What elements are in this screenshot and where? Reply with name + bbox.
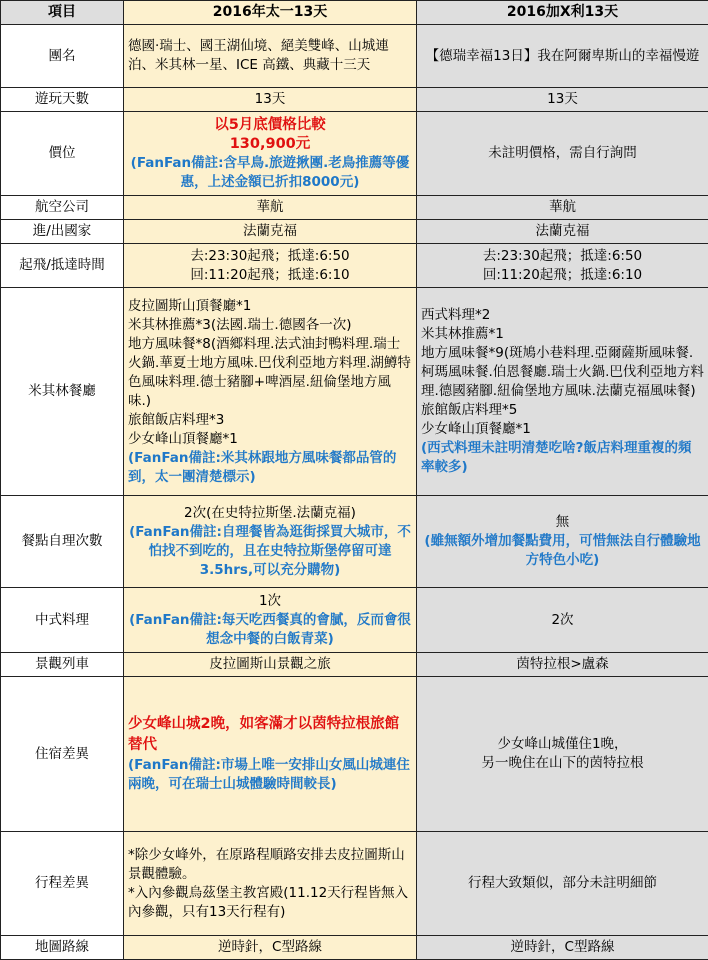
row-airline	[1, 196, 708, 220]
row-itinerary	[1, 832, 708, 936]
michelin-a-note: (FanFan備註:米其林跟地方風味餐都品管的到，太一團清楚標示)	[128, 449, 412, 487]
michelin-a-item: 少女峰山頂餐廳*1	[128, 430, 412, 449]
price-b: 未註明價格，需自行詢問	[417, 112, 708, 196]
label-entry: 進/出國家	[1, 220, 124, 244]
label-itinerary: 行程差異	[1, 832, 124, 936]
header-row	[1, 1, 708, 25]
row-tour-name	[1, 25, 708, 88]
michelin-b-item: 西式料理*2	[421, 306, 704, 325]
row-price	[1, 112, 708, 196]
itinerary-a-line: *除少女峰外，在原路程順路安排去皮拉圖斯山景觀體驗。	[128, 846, 412, 884]
header-item: 項目	[1, 1, 124, 25]
price-fanfan-note: (FanFan備註:含早鳥.旅遊揪團.老鳥推薦等優惠，上述金額已折扣8000元)	[128, 154, 412, 192]
row-self-meals	[1, 496, 708, 588]
flight-out-b: 去:23:30起飛；抵達:6:50	[421, 247, 704, 266]
lodging-a-note: (FanFan備註:市場上唯一安排山女風山城連住兩晚，可在瑞士山城體驗時間較長)	[128, 756, 412, 794]
label-days: 遊玩天數	[1, 88, 124, 112]
lodging-b	[417, 677, 708, 832]
airline-a: 華航	[124, 196, 417, 220]
self-meals-a-count: 2次(在史特拉斯堡.法蘭克福)	[128, 504, 412, 523]
flight-back-a: 回:11:20起飛；抵達:6:10	[128, 266, 412, 285]
chinese-a-note: (FanFan備註:每天吃西餐真的會膩，反而會很想念中餐的白飯青菜)	[128, 611, 412, 649]
header-col-b: 2016加X利13天	[417, 1, 708, 25]
michelin-a-item: 米其林推薦*3(法國.瑞士.德國各一次)	[128, 316, 412, 335]
lodging-a-highlight: 少女峰山城2晚，如客滿才以茵特拉根旅館替代	[128, 714, 412, 756]
price-a	[124, 112, 417, 196]
michelin-b-item: 少女峰山頂餐廳*1	[421, 420, 704, 439]
label-chinese: 中式料理	[1, 588, 124, 653]
row-lodging	[1, 677, 708, 832]
row-route	[1, 936, 708, 960]
self-meals-a-note: (FanFan備註:自理餐皆為逛街採買大城市，不怕找不到吃的，且在史特拉斯堡停留可達3.5hrs,可以充分購物)	[128, 523, 412, 580]
michelin-a	[124, 288, 417, 496]
lodging-a	[124, 677, 417, 832]
michelin-b-item: 旅館飯店料理*5	[421, 401, 704, 420]
michelin-a-item: 旅館飯店料理*3	[128, 411, 412, 430]
route-a: 逆時針，C型路線	[124, 936, 417, 960]
row-chinese	[1, 588, 708, 653]
lodging-b-line: 少女峰山城僅住1晚，	[421, 735, 704, 754]
flight-out-a: 去:23:30起飛；抵達:6:50	[128, 247, 412, 266]
label-flight-time: 起飛/抵達時間	[1, 244, 124, 288]
michelin-a-item: 地方風味餐*8(酒鄉料理.法式油封鴨料理.瑞士火鍋.華夏士地方風味.巴伐利亞地方料理.湖鱒特色風味料理.德士豬腳+啤酒屋.紐倫堡地方風味.)	[128, 335, 412, 411]
train-a: 皮拉圖斯山景觀之旅	[124, 653, 417, 677]
michelin-b-item: 米其林推薦*1	[421, 325, 704, 344]
days-a: 13天	[124, 88, 417, 112]
label-tour-name: 團名	[1, 25, 124, 88]
label-self-meals: 餐點自理次數	[1, 496, 124, 588]
flight-back-b: 回:11:20起飛；抵達:6:10	[421, 266, 704, 285]
tour-name-a: 德國‧瑞士、國王湖仙境、絕美雙峰、山城連泊、米其林一星、ICE 高鐵、典藏十三天	[124, 25, 417, 88]
itinerary-b: 行程大致類似，部分未註明細節	[417, 832, 708, 936]
route-b: 逆時針，C型路線	[417, 936, 708, 960]
entry-b: 法蘭克福	[417, 220, 708, 244]
chinese-a	[124, 588, 417, 653]
label-michelin: 米其林餐廳	[1, 288, 124, 496]
self-meals-b	[417, 496, 708, 588]
days-b: 13天	[417, 88, 708, 112]
self-meals-b-note: (雖無額外增加餐點費用，可惜無法自行體驗地方特色小吃)	[421, 532, 704, 570]
label-train: 景觀列車	[1, 653, 124, 677]
row-train	[1, 653, 708, 677]
row-michelin	[1, 288, 708, 496]
flight-time-b	[417, 244, 708, 288]
self-meals-a	[124, 496, 417, 588]
label-lodging: 住宿差異	[1, 677, 124, 832]
itinerary-a	[124, 832, 417, 936]
flight-time-a	[124, 244, 417, 288]
row-entry	[1, 220, 708, 244]
lodging-b-line: 另一晚住在山下的茵特拉根	[421, 754, 704, 773]
label-route: 地圖路線	[1, 936, 124, 960]
price-compare-note: 以5月底價格比較	[128, 116, 412, 135]
header-col-a: 2016年太一13天	[124, 1, 417, 25]
chinese-b: 2次	[417, 588, 708, 653]
self-meals-b-count: 無	[421, 513, 704, 532]
row-days	[1, 88, 708, 112]
train-b: 茵特拉根>盧森	[417, 653, 708, 677]
entry-a: 法蘭克福	[124, 220, 417, 244]
price-amount: 130,900元	[128, 135, 412, 154]
michelin-a-item: 皮拉圖斯山頂餐廳*1	[128, 297, 412, 316]
row-flight-time	[1, 244, 708, 288]
tour-name-b: 【德瑞幸福13日】我在阿爾卑斯山的幸福慢遊	[417, 25, 708, 88]
airline-b: 華航	[417, 196, 708, 220]
itinerary-a-line: *入內參觀烏茲堡主教宮殿(11.12天行程皆無入內參觀，只有13天行程有)	[128, 884, 412, 922]
label-airline: 航空公司	[1, 196, 124, 220]
michelin-b-item: 地方風味餐*9(斑鳩小巷料理.亞爾薩斯風味餐.柯瑪風味餐.伯恩餐廳.瑞士火鍋.巴伐利亞地方料理.德國豬腳.紐倫堡地方風味.法蘭克福風味餐)	[421, 344, 704, 401]
label-price: 價位	[1, 112, 124, 196]
chinese-a-count: 1次	[128, 592, 412, 611]
michelin-b	[417, 288, 708, 496]
michelin-b-note: (西式料理未註明清楚吃啥?飯店料理重複的頻率較多)	[421, 439, 704, 477]
